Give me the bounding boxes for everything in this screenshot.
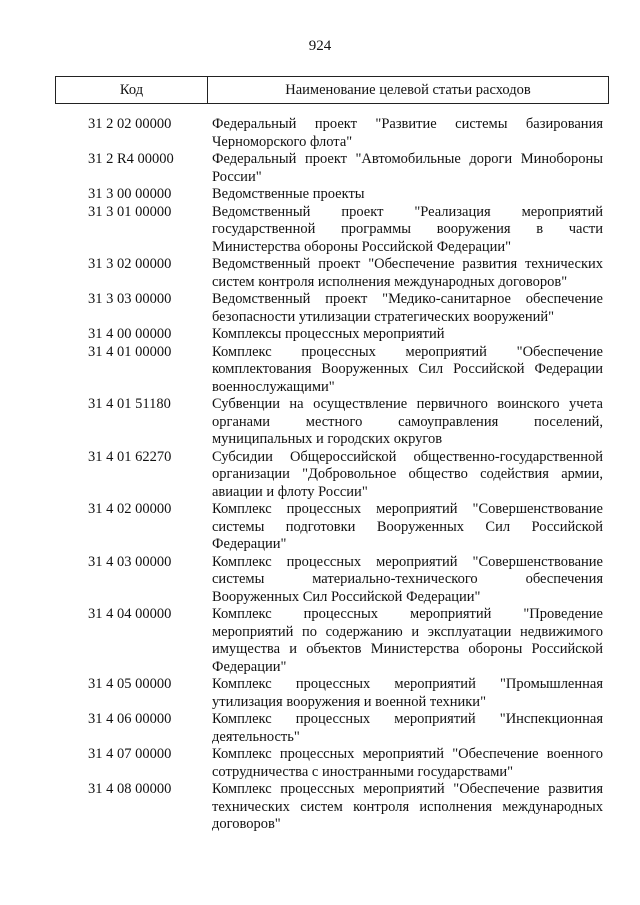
row-name: Субсидии Общероссийской общественно-государственной организации "Добровольное общество содействия армии, авиации и флоту России" bbox=[212, 448, 603, 500]
row-code: 31 3 03 00000 bbox=[88, 291, 172, 307]
row-name: Ведомственный проект "Обеспечение развития технических систем контроля исполнения международных договоров" bbox=[212, 256, 603, 290]
table-row bbox=[55, 501, 609, 554]
table-row bbox=[55, 396, 609, 449]
row-name: Комплекс процессных мероприятий "Совершенствование системы подготовки Вооруженных Сил Российской Федерации" bbox=[212, 501, 603, 552]
row-name: Федеральный проект "Автомобильные дороги Минобороны России" bbox=[212, 151, 603, 185]
table-row bbox=[55, 606, 609, 676]
row-code: 31 4 06 00000 bbox=[88, 711, 172, 727]
row-code: 31 4 01 62270 bbox=[88, 448, 172, 465]
row-code: 31 4 03 00000 bbox=[88, 553, 172, 570]
row-name: Комплекс процессных мероприятий "Проведение мероприятий по содержанию и эксплуатации недвижимого имущества и объектов Министерства обороны Российской Федерации" bbox=[212, 606, 603, 675]
row-code: 31 3 00 00000 bbox=[88, 186, 172, 202]
row-name: Комплекс процессных мероприятий "Инспекционная деятельность" bbox=[212, 711, 603, 745]
row-name: Ведомственный проект "Медико-санитарное обеспечение безопасности утилизации стратегических вооружений" bbox=[212, 291, 603, 325]
table-row bbox=[55, 781, 609, 834]
header-name: Наименование целевой статьи расходов bbox=[285, 81, 531, 98]
row-name: Комплекс процессных мероприятий "Совершенствование системы материально-технического обеспечения Вооруженных Сил Российской Федерации" bbox=[212, 553, 603, 605]
row-code: 31 2 02 00000 bbox=[88, 116, 172, 132]
table-body bbox=[55, 116, 609, 834]
row-name: Комплекс процессных мероприятий "Обеспечение военного сотрудничества с иностранными государствами" bbox=[212, 746, 603, 780]
table-row bbox=[55, 116, 609, 151]
table-row bbox=[55, 256, 609, 291]
row-code: 31 4 00 00000 bbox=[88, 326, 172, 342]
row-name: Субвенции на осуществление первичного воинского учета органами местного самоуправления поселений, муниципальных и городских округов bbox=[212, 396, 603, 447]
table-row bbox=[55, 291, 609, 326]
table-row bbox=[55, 326, 609, 344]
row-name: Федеральный проект "Развитие системы базирования Черноморского флота" bbox=[212, 116, 603, 150]
row-name: Комплекс процессных мероприятий "Обеспечение комплектования Вооруженных Сил Российской Федерации военнослужащими" bbox=[212, 343, 603, 395]
table-row bbox=[55, 554, 609, 607]
table-row bbox=[55, 186, 609, 204]
row-code: 31 4 02 00000 bbox=[88, 501, 172, 517]
row-name: Комплексы процессных мероприятий bbox=[212, 326, 445, 342]
row-code: 31 2 R4 00000 bbox=[88, 151, 174, 167]
row-code: 31 4 07 00000 bbox=[88, 746, 172, 762]
page-number: 924 bbox=[308, 38, 332, 54]
row-name: Комплекс процессных мероприятий "Обеспечение развития технических систем контроля исполнения международных договоров" bbox=[212, 781, 603, 832]
row-name: Ведомственный проект "Реализация мероприятий государственной программы вооружения в части Министерства обороны Российской Федерации" bbox=[212, 203, 603, 255]
table-row bbox=[55, 676, 609, 711]
table-row bbox=[55, 344, 609, 397]
table-header bbox=[55, 76, 609, 104]
header-code: Код bbox=[56, 77, 208, 103]
table-row bbox=[55, 449, 609, 502]
table-row bbox=[55, 151, 609, 186]
row-code: 31 4 01 00000 bbox=[88, 343, 172, 360]
row-code: 31 3 01 00000 bbox=[88, 203, 172, 220]
table-row bbox=[55, 746, 609, 781]
table-row bbox=[55, 711, 609, 746]
row-code: 31 4 05 00000 bbox=[88, 676, 172, 692]
row-name: Ведомственные проекты bbox=[212, 186, 365, 202]
table-row bbox=[55, 204, 609, 257]
row-code: 31 4 08 00000 bbox=[88, 781, 172, 797]
row-code: 31 4 01 51180 bbox=[88, 396, 171, 412]
row-name: Комплекс процессных мероприятий "Промышленная утилизация вооружения и военной техники" bbox=[212, 676, 603, 710]
row-code: 31 4 04 00000 bbox=[88, 606, 172, 622]
row-code: 31 3 02 00000 bbox=[88, 256, 172, 272]
